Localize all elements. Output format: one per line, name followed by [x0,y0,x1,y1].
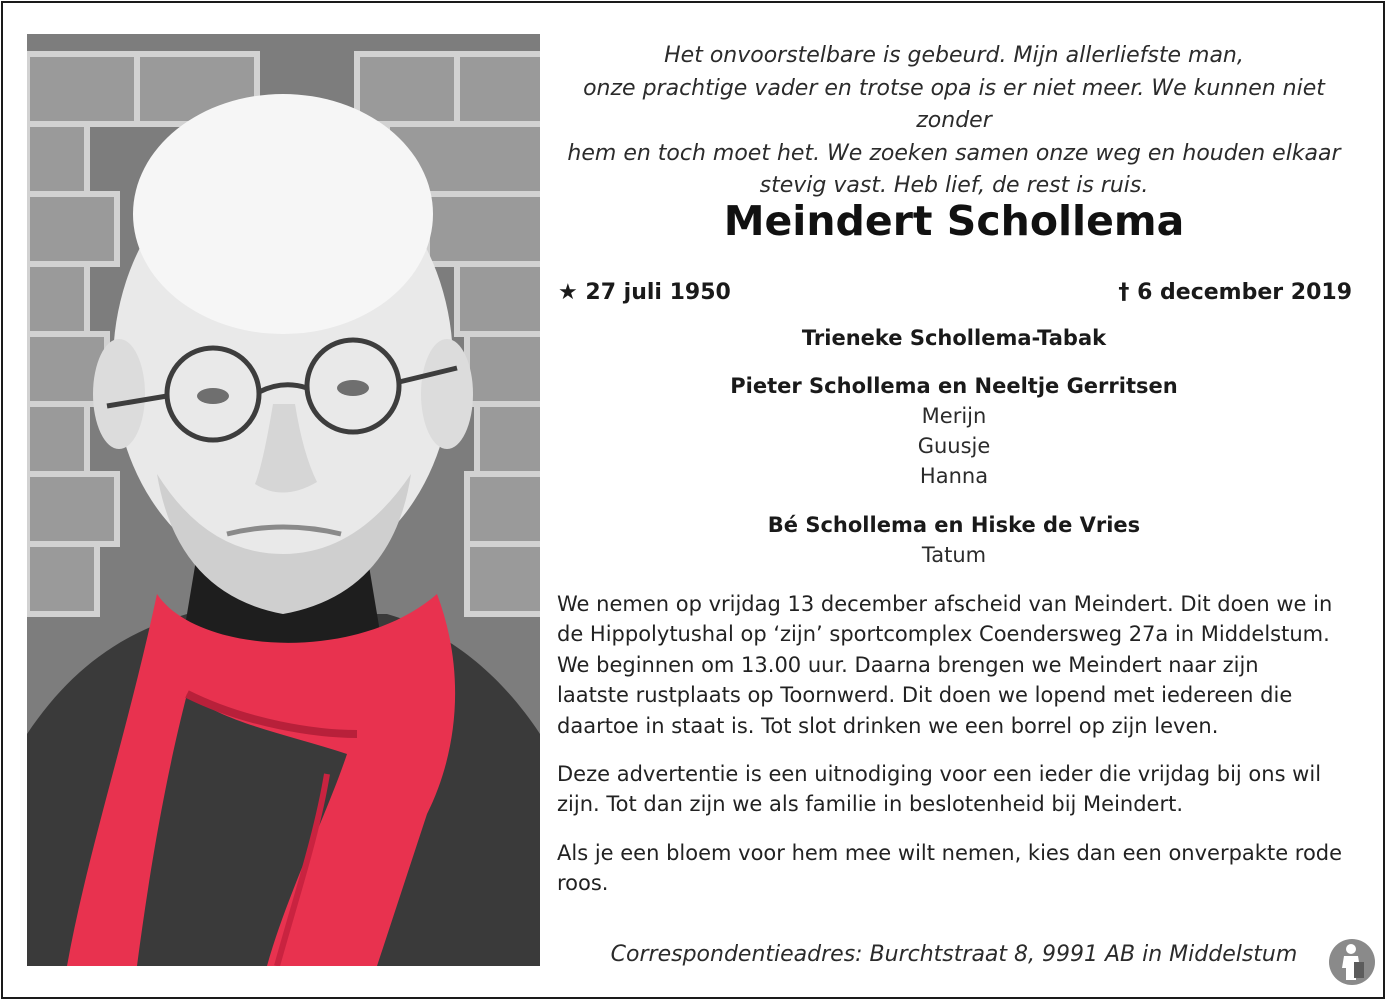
deceased-name: Meindert Schollema [723,197,1185,245]
body-line: roos. [557,871,609,896]
intro-line: Het onvoorstelbare is gebeurd. Mijn allerliefste man, [664,43,1244,68]
body-line: laatste rustplaats op Toornwerd. Dit doen we lopend met iedereen die [557,683,1293,708]
family-relation: Bé Schollema en Hiske de Vries [767,513,1141,537]
body-line: Als je een bloem voor hem mee wilt nemen, kies dan een onverpakte rode [557,840,1343,865]
family-relation: Trieneke Schollema-Tabak [801,326,1107,350]
announcement-body [557,589,1357,917]
paragraph-flowers [557,838,1357,899]
family-group [556,510,1352,570]
body-line: zijn. Tot dan zijn we als familie in beslotenheid bij Meindert. [557,792,1184,817]
grandchild-name: Hanna [919,464,989,488]
intro-line: stevig vast. Heb lief, de rest is ruis. [759,173,1149,198]
family-group [556,371,1352,491]
family-list [556,323,1352,588]
body-line: Deze advertentie is een uitnodiging voor een ieder die vrijdag bij ons wil [557,762,1322,787]
paragraph-invitation [557,759,1357,820]
grandchild-name: Tatum [921,543,987,567]
paragraph-ceremony [557,589,1357,741]
intro-verse [556,40,1352,203]
memorial-logo-icon [1328,938,1376,986]
grandchild-name: Guusje [917,434,991,458]
family-group [556,323,1352,353]
body-line: We beginnen om 13.00 uur. Daarna brengen we Meindert naar zijn [557,652,1259,677]
intro-line: onze prachtige vader en trotse opa is er niet meer. We kunnen niet zonder [583,75,1325,133]
correspondence-address: Correspondentieadres: Burchtstraat 8, 9991 AB in Middelstum [610,942,1298,967]
portrait-photo [27,34,540,966]
grandchild-name: Merijn [921,404,987,428]
intro-line: hem en toch moet het. We zoeken samen onze weg en houden elkaar [567,140,1341,166]
body-line: de Hippolytushal op ‘zijn’ sportcomplex Coendersweg 27a in Middelstum. [557,622,1330,647]
death-date: † 6 december 2019 [1118,280,1352,305]
body-line: We nemen op vrijdag 13 december afscheid van Meindert. Dit doen we in [557,592,1333,616]
family-relation: Pieter Schollema en Neeltje Gerritsen [730,374,1178,398]
body-line: daartoe in staat is. Tot slot drinken we een borrel op zijn leven. [557,713,1219,738]
birth-date: ★ 27 juli 1950 [558,280,731,305]
